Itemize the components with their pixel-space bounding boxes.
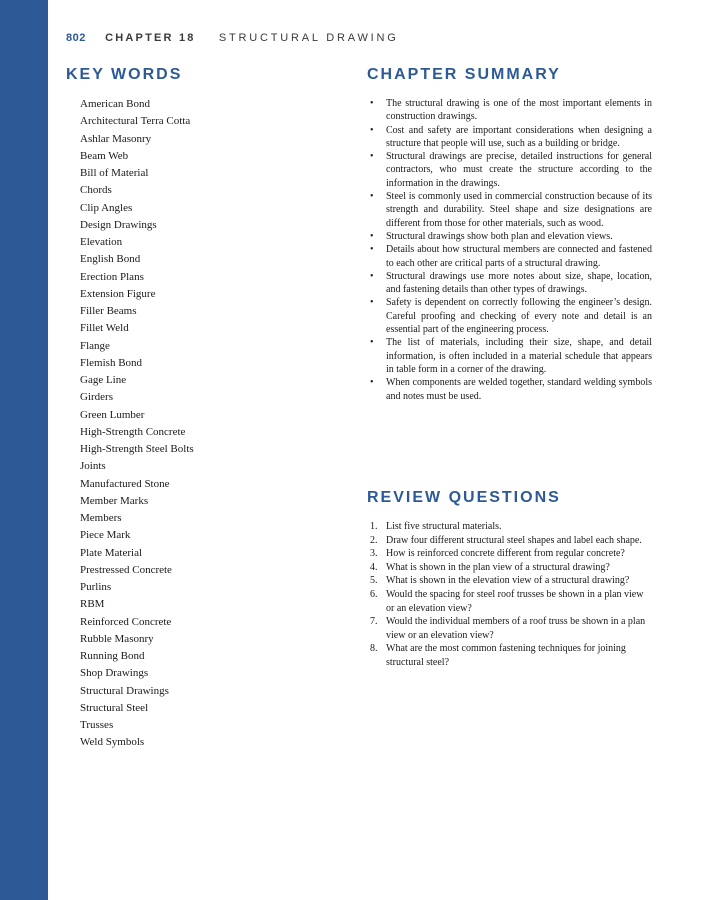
- review-question-item: [370, 520, 652, 534]
- question-text: Would the spacing for steel roof trusses be shown in a plan view or an elevation view?: [386, 588, 644, 614]
- bullet-icon: •: [370, 98, 374, 109]
- key-words-heading: KEY WORDS: [66, 66, 183, 83]
- chapter-label: CHAPTER 18: [105, 32, 196, 44]
- review-question-item: [370, 588, 652, 615]
- summary-item-text: The list of materials, including their size, shape, and detail information, is often included in a material schedule that appears in table form in a corner of the drawing.: [386, 337, 652, 375]
- key-word-item: High-Strength Concrete: [80, 425, 186, 438]
- chapter-summary-list: [370, 97, 652, 403]
- review-question-item: [370, 642, 652, 669]
- summary-item: [370, 230, 652, 243]
- key-word-item: Ashlar Masonry: [80, 132, 152, 145]
- question-text: What are the most common fastening techniques for joining structural steel?: [386, 643, 626, 668]
- key-word-item: Structural Drawings: [80, 684, 169, 697]
- key-word-item: Manufactured Stone: [80, 477, 170, 490]
- bullet-icon: •: [370, 191, 374, 203]
- chapter-title: STRUCTURAL DRAWING: [218, 32, 399, 44]
- review-question-item: [370, 534, 652, 548]
- review-question-item: [370, 547, 652, 561]
- bullet-icon: •: [370, 270, 374, 282]
- key-word-item: Gage Line: [80, 374, 127, 386]
- summary-item-text: Details about how structural members are connected and fastened to each other are critical parts of a structural drawing.: [386, 244, 652, 269]
- summary-item: [370, 296, 652, 336]
- key-word-item: Elevation: [80, 236, 123, 248]
- key-word-item: Reinforced Concrete: [80, 615, 172, 628]
- key-words-list: [80, 96, 194, 752]
- bullet-icon: •: [370, 297, 374, 309]
- summary-item: [370, 376, 652, 403]
- bullet-icon: •: [370, 230, 374, 242]
- bullet-icon: •: [370, 244, 374, 256]
- key-word-item: Prestressed Concrete: [80, 563, 172, 576]
- key-word-item: Flemish Bond: [80, 356, 143, 369]
- summary-item-text: The structural drawing is one of the most important elements in construction drawings.: [386, 98, 652, 123]
- summary-item-text: Structural drawings are precise, detailed instructions for general contractors, who must create the structure according to the information in the drawings.: [386, 151, 652, 189]
- key-word-item: American Bond: [80, 98, 150, 110]
- question-text: List five structural materials.: [386, 521, 502, 532]
- question-number: 2.: [370, 534, 378, 546]
- question-number: 3.: [370, 548, 378, 560]
- key-word-item: Running Bond: [80, 650, 145, 662]
- key-word-item: Flange: [80, 339, 110, 352]
- summary-item: [370, 243, 652, 270]
- review-question-item: [370, 561, 652, 575]
- key-word-item: RBM: [80, 598, 105, 611]
- running-head: [66, 32, 399, 44]
- review-question-item: [370, 574, 652, 588]
- summary-item: [370, 97, 652, 124]
- bullet-icon: •: [370, 337, 374, 349]
- summary-item: [370, 124, 652, 151]
- summary-item-text: Structural drawings use more notes about size, shape, location, and fastening details than other types of drawings.: [386, 270, 652, 296]
- key-word-item: Member Marks: [80, 494, 149, 507]
- key-word-item: Architectural Terra Cotta: [80, 115, 191, 128]
- summary-item-text: Cost and safety are important considerations when designing a structure that people will use, such as a building or bridge.: [386, 124, 652, 149]
- bullet-icon: •: [370, 377, 374, 389]
- question-text: Draw four different structural steel shapes and label each shape.: [386, 534, 642, 546]
- review-questions-list: [370, 520, 652, 670]
- key-word-item: Structural Steel: [80, 701, 149, 714]
- summary-item: [370, 270, 652, 297]
- summary-item: [370, 190, 652, 230]
- summary-item-text: Safety is dependent on correctly following the engineer’s design. Careful proofing and checking of every note and detail is an essential part of the engineering process.: [386, 297, 652, 336]
- key-word-item: Green Lumber: [80, 408, 145, 421]
- key-word-item: Members: [80, 512, 122, 524]
- bullet-icon: •: [370, 124, 374, 136]
- key-word-item: Extension Figure: [80, 287, 156, 300]
- key-word-item: Weld Symbols: [80, 736, 145, 749]
- key-word-item: Piece Mark: [80, 529, 131, 542]
- question-number: 1.: [370, 521, 378, 532]
- key-word-item: Shop Drawings: [80, 667, 149, 680]
- key-word-item: Filler Beams: [80, 305, 137, 317]
- chapter-summary-heading: CHAPTER SUMMARY: [367, 66, 561, 83]
- question-number: 4.: [370, 561, 378, 573]
- summary-item: [370, 150, 652, 190]
- key-word-item: Fillet Weld: [80, 322, 129, 335]
- key-word-item: Erection Plans: [80, 270, 144, 283]
- question-text: Would the individual members of a roof truss be shown in a plan view or an elevation view?: [386, 616, 646, 641]
- question-number: 7.: [370, 616, 378, 628]
- key-word-item: Bill of Material: [80, 167, 149, 179]
- key-word-item: Plate Material: [80, 546, 143, 559]
- summary-item-text: Structural drawings show both plan and elevation views.: [386, 230, 613, 242]
- key-word-item: Trusses: [80, 719, 114, 731]
- key-word-item: English Bond: [80, 253, 141, 266]
- question-text: What is shown in the plan view of a structural drawing?: [386, 561, 610, 573]
- summary-item: [370, 336, 652, 376]
- key-word-item: Chords: [80, 184, 112, 197]
- key-word-item: Rubble Masonry: [80, 632, 154, 645]
- question-text: What is shown in the elevation view of a structural drawing?: [386, 575, 630, 587]
- key-word-item: High-Strength Steel Bolts: [80, 443, 194, 455]
- key-word-item: Clip Angles: [80, 201, 133, 214]
- key-word-item: Beam Web: [80, 149, 129, 162]
- key-word-item: Purlins: [80, 581, 112, 593]
- page-number: 802: [66, 32, 86, 44]
- question-text: How is reinforced concrete different from regular concrete?: [386, 548, 625, 560]
- question-number: 6.: [370, 588, 378, 600]
- key-word-item: Girders: [80, 391, 113, 404]
- summary-item-text: Steel is commonly used in commercial construction because of its strength and durability. Steel shape and size designations are different from those for other materials, such as wood.: [386, 191, 652, 229]
- review-question-item: [370, 615, 652, 642]
- bullet-icon: •: [370, 151, 374, 163]
- question-number: 8.: [370, 643, 378, 655]
- summary-item-text: When components are welded together, standard welding symbols and notes must be used.: [386, 377, 652, 402]
- page-sidebar-band: [0, 0, 48, 900]
- question-number: 5.: [370, 575, 378, 587]
- key-word-item: Joints: [80, 460, 106, 473]
- review-questions-heading: REVIEW QUESTIONS: [367, 489, 561, 506]
- key-word-item: Design Drawings: [80, 218, 157, 231]
